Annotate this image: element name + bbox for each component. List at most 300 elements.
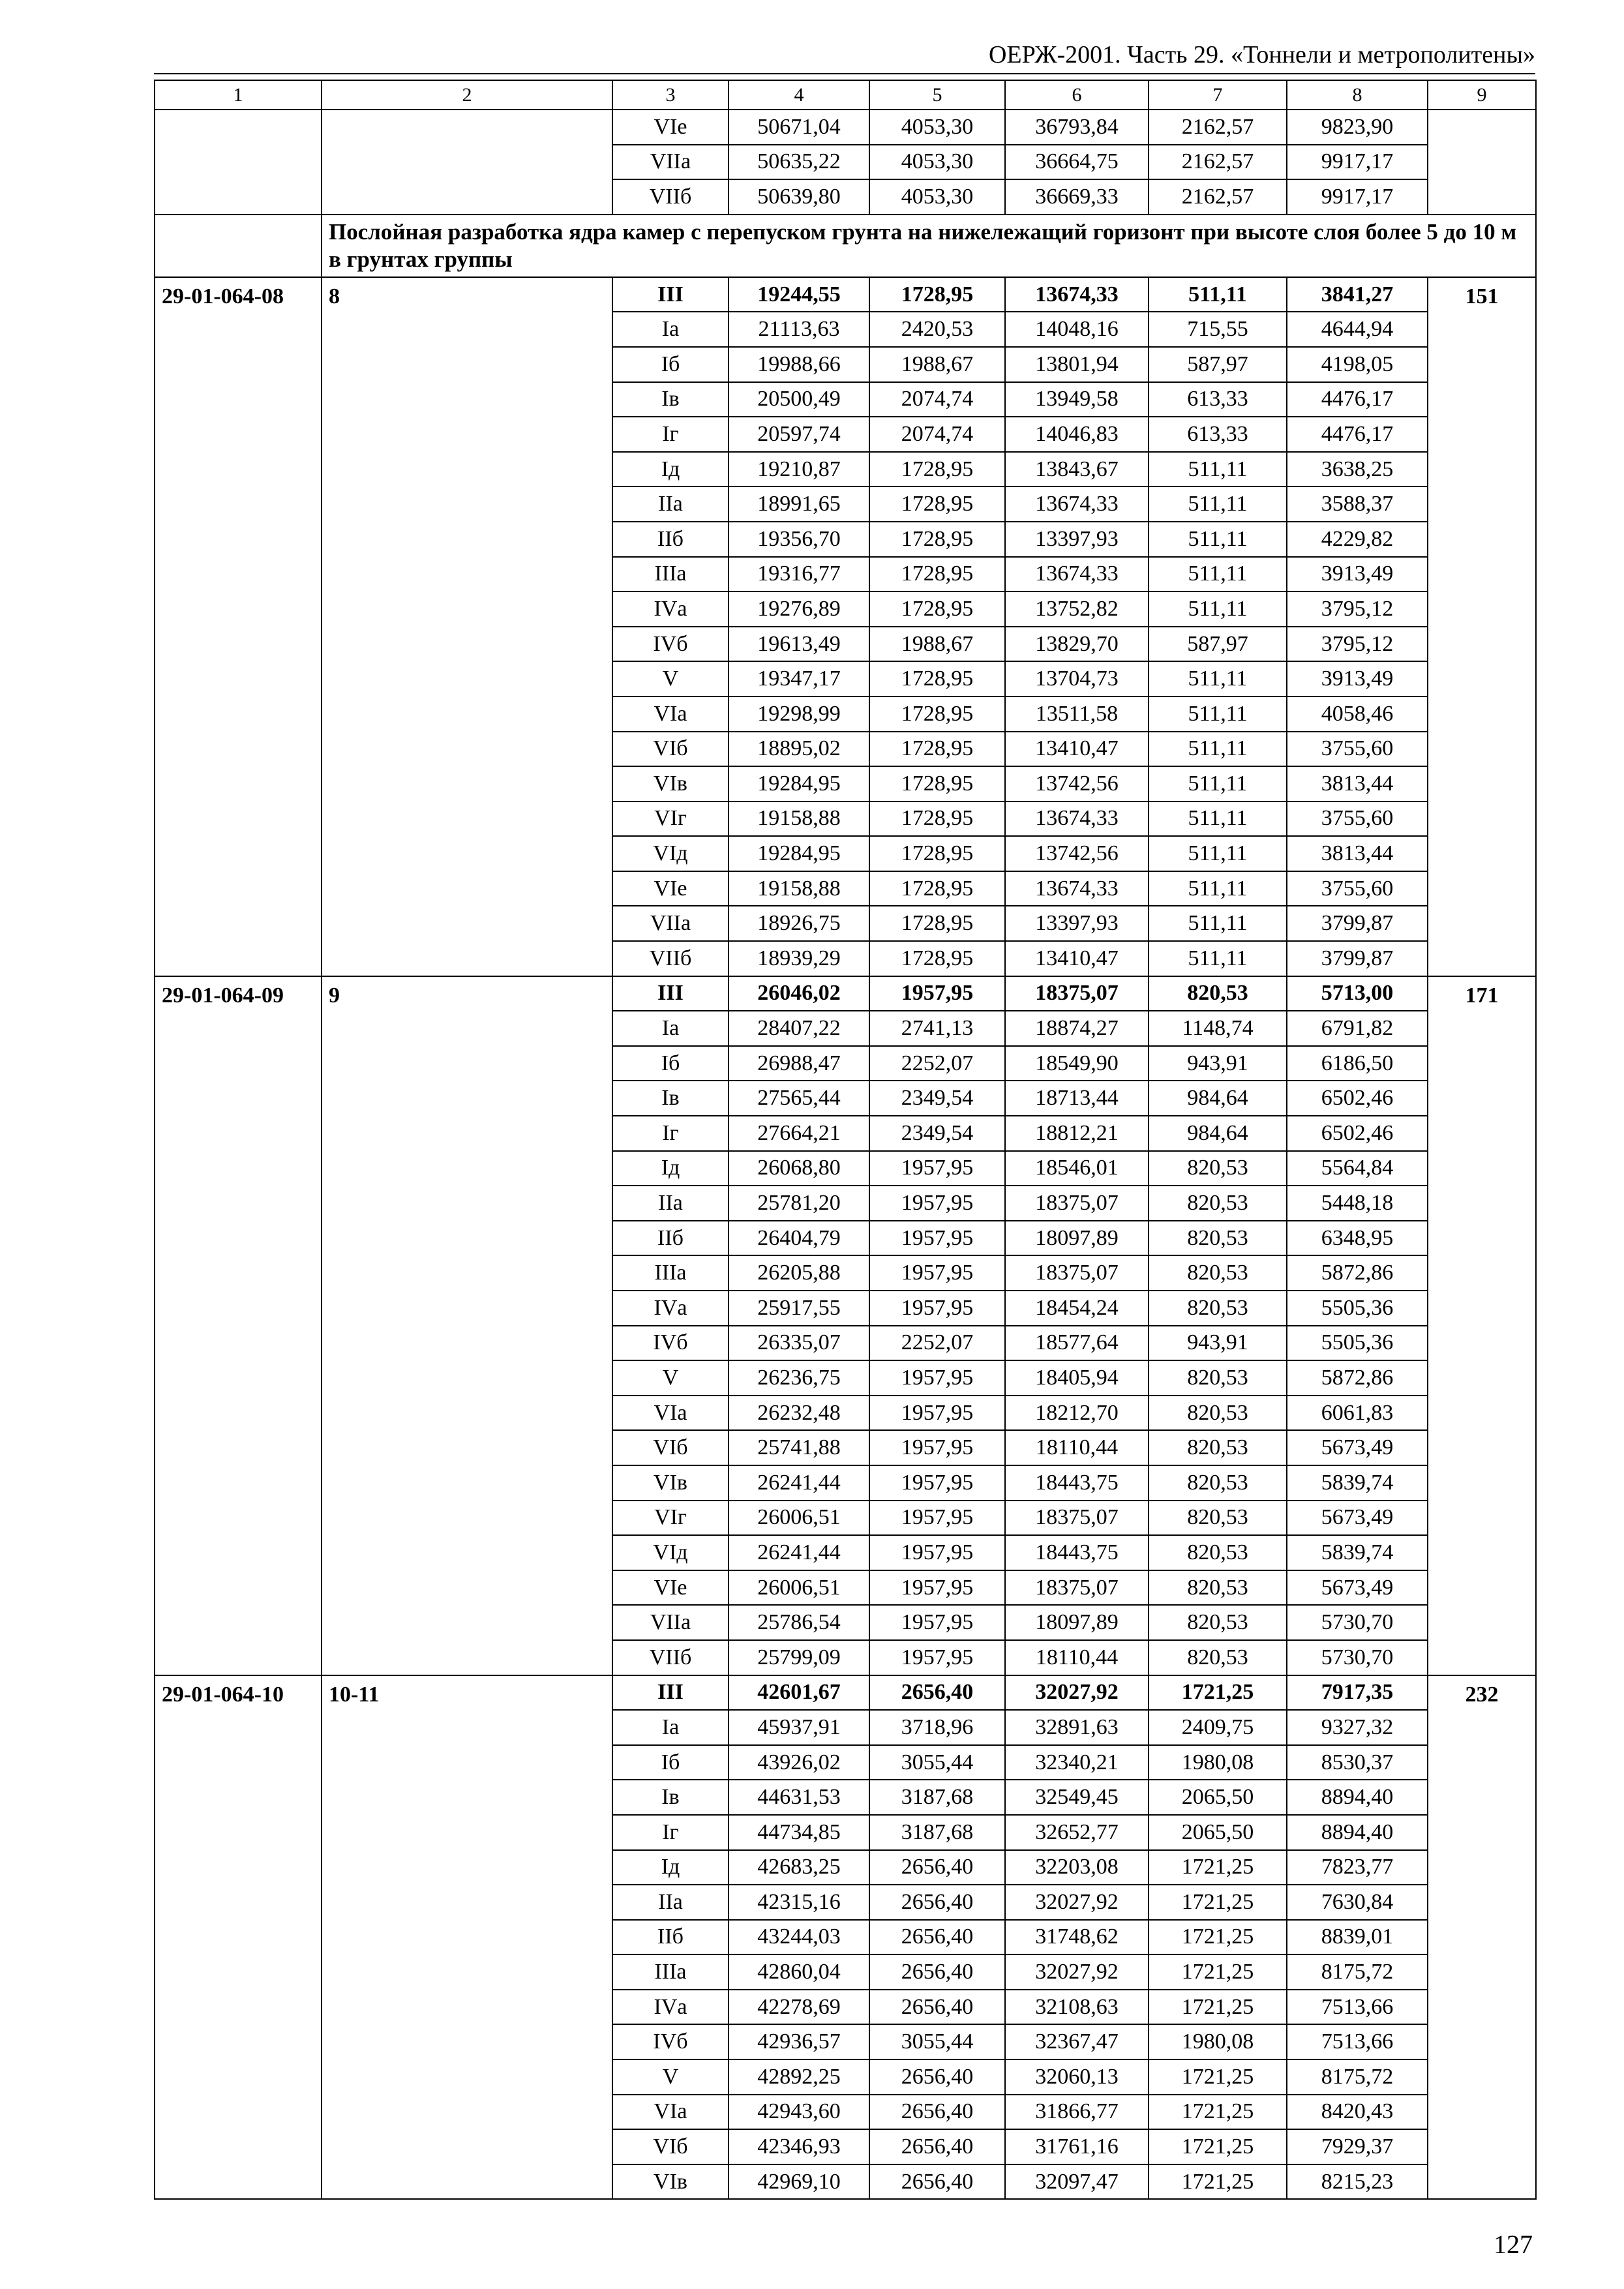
resource-group-cell: III xyxy=(612,1675,729,1711)
value-cell: 1728,95 xyxy=(869,696,1005,732)
value-cell: 4053,30 xyxy=(869,110,1005,145)
value-cell: 18812,21 xyxy=(1005,1116,1149,1151)
value-cell: 3755,60 xyxy=(1287,871,1428,906)
value-cell: 36669,33 xyxy=(1005,179,1149,215)
value-cell: 13829,70 xyxy=(1005,627,1149,662)
value-cell: 42969,10 xyxy=(729,2164,869,2200)
resource-group-cell: VIб xyxy=(612,1430,729,1465)
value-cell: 1721,25 xyxy=(1149,1990,1287,2025)
value-cell: 32060,13 xyxy=(1005,2059,1149,2095)
value-cell: 8420,43 xyxy=(1287,2095,1428,2130)
value-cell: 2656,40 xyxy=(869,1885,1005,1920)
resource-group-cell: III xyxy=(612,976,729,1011)
value-cell: 2349,54 xyxy=(869,1081,1005,1116)
value-cell: 2074,74 xyxy=(869,417,1005,452)
value-cell: 26232,48 xyxy=(729,1396,869,1431)
value-cell: 18991,65 xyxy=(729,486,869,522)
column-number: 3 xyxy=(612,80,729,110)
value-cell: 5448,18 xyxy=(1287,1186,1428,1221)
value-cell: 42936,57 xyxy=(729,2024,869,2059)
resource-group-cell: IIб xyxy=(612,1221,729,1256)
value-cell: 26046,02 xyxy=(729,976,869,1011)
value-cell: 3795,12 xyxy=(1287,627,1428,662)
value-cell: 943,91 xyxy=(1149,1326,1287,1361)
resource-group-cell: Iб xyxy=(612,1745,729,1780)
value-cell: 4058,46 xyxy=(1287,696,1428,732)
column-9-value: 171 xyxy=(1428,976,1536,1675)
table-body xyxy=(155,80,1536,2199)
value-cell: 820,53 xyxy=(1149,1221,1287,1256)
value-cell: 32891,63 xyxy=(1005,1710,1149,1745)
resource-group-cell: Iв xyxy=(612,382,729,417)
value-cell: 820,53 xyxy=(1149,1501,1287,1536)
value-cell: 18549,90 xyxy=(1005,1046,1149,1081)
value-cell: 20597,74 xyxy=(729,417,869,452)
resource-group-cell: Iа xyxy=(612,1011,729,1046)
value-cell: 25786,54 xyxy=(729,1605,869,1640)
value-cell: 5872,86 xyxy=(1287,1255,1428,1291)
empty-unit-cell xyxy=(1428,110,1536,215)
value-cell: 18375,07 xyxy=(1005,976,1149,1011)
value-cell: 9327,32 xyxy=(1287,1710,1428,1745)
resource-group-cell: VIIа xyxy=(612,1605,729,1640)
value-cell: 511,11 xyxy=(1149,836,1287,871)
value-cell: 6186,50 xyxy=(1287,1046,1428,1081)
value-cell: 13752,82 xyxy=(1005,591,1149,627)
value-cell: 1728,95 xyxy=(869,836,1005,871)
value-cell: 1957,95 xyxy=(869,1570,1005,1606)
value-cell: 2162,57 xyxy=(1149,145,1287,180)
value-cell: 19613,49 xyxy=(729,627,869,662)
column-number: 4 xyxy=(729,80,869,110)
value-cell: 511,11 xyxy=(1149,591,1287,627)
value-cell: 19988,66 xyxy=(729,347,869,382)
value-cell: 3795,12 xyxy=(1287,591,1428,627)
value-cell: 50639,80 xyxy=(729,179,869,215)
value-cell: 26241,44 xyxy=(729,1465,869,1501)
resource-group-cell: VIа xyxy=(612,1396,729,1431)
value-cell: 31761,16 xyxy=(1005,2129,1149,2164)
value-cell: 2349,54 xyxy=(869,1116,1005,1151)
value-cell: 50635,22 xyxy=(729,145,869,180)
value-cell: 18939,29 xyxy=(729,941,869,976)
value-cell: 1721,25 xyxy=(1149,1850,1287,1885)
value-cell: 1728,95 xyxy=(869,452,1005,487)
value-cell: 1728,95 xyxy=(869,871,1005,906)
value-cell: 3055,44 xyxy=(869,2024,1005,2059)
resource-group-cell: V xyxy=(612,2059,729,2095)
value-cell: 1957,95 xyxy=(869,1501,1005,1536)
resource-group-cell: VIIа xyxy=(612,145,729,180)
value-cell: 1728,95 xyxy=(869,801,1005,837)
value-cell: 2252,07 xyxy=(869,1326,1005,1361)
resource-group-cell: VIа xyxy=(612,2095,729,2130)
value-cell: 32203,08 xyxy=(1005,1850,1149,1885)
value-cell: 587,97 xyxy=(1149,347,1287,382)
value-cell: 3813,44 xyxy=(1287,766,1428,801)
value-cell: 613,33 xyxy=(1149,382,1287,417)
value-cell: 42315,16 xyxy=(729,1885,869,1920)
value-cell: 511,11 xyxy=(1149,486,1287,522)
value-cell: 511,11 xyxy=(1149,557,1287,592)
value-cell: 45937,91 xyxy=(729,1710,869,1745)
value-cell: 2065,50 xyxy=(1149,1815,1287,1850)
value-cell: 820,53 xyxy=(1149,1570,1287,1606)
value-cell: 1148,74 xyxy=(1149,1011,1287,1046)
value-cell: 42278,69 xyxy=(729,1990,869,2025)
resource-group-cell: VIв xyxy=(612,2164,729,2200)
resource-group-cell: VIг xyxy=(612,801,729,837)
value-cell: 2741,13 xyxy=(869,1011,1005,1046)
value-cell: 13674,33 xyxy=(1005,801,1149,837)
resource-group-cell: IVб xyxy=(612,2024,729,2059)
value-cell: 26006,51 xyxy=(729,1501,869,1536)
value-cell: 18577,64 xyxy=(1005,1326,1149,1361)
value-cell: 511,11 xyxy=(1149,766,1287,801)
value-cell: 26335,07 xyxy=(729,1326,869,1361)
value-cell: 31866,77 xyxy=(1005,2095,1149,2130)
value-cell: 7513,66 xyxy=(1287,2024,1428,2059)
table-row xyxy=(155,277,1536,312)
value-cell: 8894,40 xyxy=(1287,1780,1428,1815)
value-cell: 8894,40 xyxy=(1287,1815,1428,1850)
value-cell: 511,11 xyxy=(1149,452,1287,487)
value-cell: 26068,80 xyxy=(729,1151,869,1186)
value-cell: 26236,75 xyxy=(729,1360,869,1396)
value-cell: 820,53 xyxy=(1149,976,1287,1011)
value-cell: 1957,95 xyxy=(869,1255,1005,1291)
rate-code-cell: 29-01-064-08 xyxy=(155,277,322,976)
resource-group-cell: IIIа xyxy=(612,557,729,592)
value-cell: 984,64 xyxy=(1149,1081,1287,1116)
value-cell: 1957,95 xyxy=(869,1640,1005,1675)
value-cell: 1980,08 xyxy=(1149,2024,1287,2059)
value-cell: 6502,46 xyxy=(1287,1081,1428,1116)
value-cell: 50671,04 xyxy=(729,110,869,145)
value-cell: 14046,83 xyxy=(1005,417,1149,452)
value-cell: 13511,58 xyxy=(1005,696,1149,732)
value-cell: 32097,47 xyxy=(1005,2164,1149,2200)
resource-group-cell: VIIб xyxy=(612,941,729,976)
value-cell: 5505,36 xyxy=(1287,1291,1428,1326)
value-cell: 5872,86 xyxy=(1287,1360,1428,1396)
value-cell: 18375,07 xyxy=(1005,1501,1149,1536)
resource-group-cell: Iд xyxy=(612,452,729,487)
value-cell: 2252,07 xyxy=(869,1046,1005,1081)
value-cell: 42892,25 xyxy=(729,2059,869,2095)
header-rule xyxy=(154,73,1535,74)
estimate-table xyxy=(154,80,1537,2200)
value-cell: 6791,82 xyxy=(1287,1011,1428,1046)
value-cell: 2656,40 xyxy=(869,2164,1005,2200)
value-cell: 511,11 xyxy=(1149,696,1287,732)
value-cell: 20500,49 xyxy=(729,382,869,417)
value-cell: 25799,09 xyxy=(729,1640,869,1675)
resource-group-cell: VIв xyxy=(612,766,729,801)
value-cell: 5839,74 xyxy=(1287,1465,1428,1501)
empty-code-cell xyxy=(155,110,322,215)
section-empty-cell xyxy=(155,215,322,277)
value-cell: 5730,70 xyxy=(1287,1605,1428,1640)
column-9-value: 232 xyxy=(1428,1675,1536,2200)
value-cell: 8530,37 xyxy=(1287,1745,1428,1780)
value-cell: 3813,44 xyxy=(1287,836,1428,871)
resource-group-cell: Iд xyxy=(612,1151,729,1186)
resource-group-cell: IIIа xyxy=(612,1255,729,1291)
value-cell: 1957,95 xyxy=(869,1151,1005,1186)
resource-group-cell: IIа xyxy=(612,486,729,522)
resource-group-cell: VIе xyxy=(612,110,729,145)
value-cell: 13674,33 xyxy=(1005,486,1149,522)
value-cell: 13674,33 xyxy=(1005,871,1149,906)
value-cell: 1980,08 xyxy=(1149,1745,1287,1780)
resource-group-cell: IVа xyxy=(612,591,729,627)
value-cell: 18443,75 xyxy=(1005,1535,1149,1570)
rate-name-cell: 10-11 xyxy=(322,1675,612,2200)
value-cell: 2656,40 xyxy=(869,1675,1005,1711)
resource-group-cell: VIб xyxy=(612,2129,729,2164)
value-cell: 2656,40 xyxy=(869,1850,1005,1885)
resource-group-cell: Iв xyxy=(612,1081,729,1116)
value-cell: 19284,95 xyxy=(729,766,869,801)
table-row xyxy=(155,110,1536,145)
value-cell: 820,53 xyxy=(1149,1255,1287,1291)
value-cell: 1728,95 xyxy=(869,941,1005,976)
rate-code-cell: 29-01-064-10 xyxy=(155,1675,322,2200)
value-cell: 511,11 xyxy=(1149,661,1287,696)
value-cell: 3799,87 xyxy=(1287,906,1428,941)
value-cell: 2656,40 xyxy=(869,2129,1005,2164)
value-cell: 18110,44 xyxy=(1005,1430,1149,1465)
value-cell: 43926,02 xyxy=(729,1745,869,1780)
empty-name-cell xyxy=(322,110,612,215)
value-cell: 42346,93 xyxy=(729,2129,869,2164)
value-cell: 21113,63 xyxy=(729,312,869,347)
value-cell: 5673,49 xyxy=(1287,1430,1428,1465)
value-cell: 3588,37 xyxy=(1287,486,1428,522)
resource-group-cell: VIа xyxy=(612,696,729,732)
value-cell: 820,53 xyxy=(1149,1291,1287,1326)
value-cell: 1957,95 xyxy=(869,1605,1005,1640)
value-cell: 3913,49 xyxy=(1287,661,1428,696)
value-cell: 13674,33 xyxy=(1005,277,1149,312)
value-cell: 9917,17 xyxy=(1287,145,1428,180)
value-cell: 1957,95 xyxy=(869,1360,1005,1396)
value-cell: 13674,33 xyxy=(1005,557,1149,592)
value-cell: 1721,25 xyxy=(1149,1885,1287,1920)
value-cell: 26205,88 xyxy=(729,1255,869,1291)
value-cell: 1957,95 xyxy=(869,976,1005,1011)
value-cell: 511,11 xyxy=(1149,906,1287,941)
value-cell: 1721,25 xyxy=(1149,2059,1287,2095)
value-cell: 3755,60 xyxy=(1287,732,1428,767)
value-cell: 18895,02 xyxy=(729,732,869,767)
value-cell: 6061,83 xyxy=(1287,1396,1428,1431)
value-cell: 19210,87 xyxy=(729,452,869,487)
value-cell: 25917,55 xyxy=(729,1291,869,1326)
value-cell: 2074,74 xyxy=(869,382,1005,417)
value-cell: 2420,53 xyxy=(869,312,1005,347)
value-cell: 27664,21 xyxy=(729,1116,869,1151)
table-row xyxy=(155,976,1536,1011)
value-cell: 4198,05 xyxy=(1287,347,1428,382)
value-cell: 4476,17 xyxy=(1287,417,1428,452)
value-cell: 19244,55 xyxy=(729,277,869,312)
value-cell: 1728,95 xyxy=(869,906,1005,941)
value-cell: 1957,95 xyxy=(869,1396,1005,1431)
value-cell: 9917,17 xyxy=(1287,179,1428,215)
value-cell: 18405,94 xyxy=(1005,1360,1149,1396)
value-cell: 5505,36 xyxy=(1287,1326,1428,1361)
value-cell: 27565,44 xyxy=(729,1081,869,1116)
value-cell: 13949,58 xyxy=(1005,382,1149,417)
rate-name-cell: 8 xyxy=(322,277,612,976)
value-cell: 19356,70 xyxy=(729,522,869,557)
resource-group-cell: Iа xyxy=(612,1710,729,1745)
value-cell: 13397,93 xyxy=(1005,906,1149,941)
value-cell: 4053,30 xyxy=(869,179,1005,215)
value-cell: 715,55 xyxy=(1149,312,1287,347)
value-cell: 3755,60 xyxy=(1287,801,1428,837)
value-cell: 8175,72 xyxy=(1287,1954,1428,1990)
value-cell: 2656,40 xyxy=(869,2059,1005,2095)
resource-group-cell: VIе xyxy=(612,1570,729,1606)
column-number: 5 xyxy=(869,80,1005,110)
value-cell: 511,11 xyxy=(1149,277,1287,312)
value-cell: 13397,93 xyxy=(1005,522,1149,557)
resource-group-cell: Iд xyxy=(612,1850,729,1885)
value-cell: 32027,92 xyxy=(1005,1675,1149,1711)
value-cell: 820,53 xyxy=(1149,1640,1287,1675)
value-cell: 1721,25 xyxy=(1149,1954,1287,1990)
resource-group-cell: IVа xyxy=(612,1990,729,2025)
value-cell: 8215,23 xyxy=(1287,2164,1428,2200)
value-cell: 6348,95 xyxy=(1287,1221,1428,1256)
value-cell: 19316,77 xyxy=(729,557,869,592)
resource-group-cell: VIв xyxy=(612,1465,729,1501)
resource-group-cell: IIа xyxy=(612,1885,729,1920)
value-cell: 8839,01 xyxy=(1287,1920,1428,1955)
section-row xyxy=(155,215,1536,277)
value-cell: 3841,27 xyxy=(1287,277,1428,312)
value-cell: 5673,49 xyxy=(1287,1501,1428,1536)
value-cell: 511,11 xyxy=(1149,941,1287,976)
value-cell: 13801,94 xyxy=(1005,347,1149,382)
value-cell: 32340,21 xyxy=(1005,1745,1149,1780)
value-cell: 28407,22 xyxy=(729,1011,869,1046)
value-cell: 1721,25 xyxy=(1149,2129,1287,2164)
value-cell: 18443,75 xyxy=(1005,1465,1149,1501)
resource-group-cell: III xyxy=(612,277,729,312)
value-cell: 18097,89 xyxy=(1005,1605,1149,1640)
value-cell: 32549,45 xyxy=(1005,1780,1149,1815)
value-cell: 18212,70 xyxy=(1005,1396,1149,1431)
value-cell: 36664,75 xyxy=(1005,145,1149,180)
value-cell: 3718,96 xyxy=(869,1710,1005,1745)
resource-group-cell: Iа xyxy=(612,312,729,347)
value-cell: 31748,62 xyxy=(1005,1920,1149,1955)
resource-group-cell: IIа xyxy=(612,1186,729,1221)
value-cell: 820,53 xyxy=(1149,1465,1287,1501)
value-cell: 25741,88 xyxy=(729,1430,869,1465)
column-number: 8 xyxy=(1287,80,1428,110)
value-cell: 2656,40 xyxy=(869,1990,1005,2025)
value-cell: 5564,84 xyxy=(1287,1151,1428,1186)
value-cell: 1957,95 xyxy=(869,1291,1005,1326)
resource-group-cell: Iб xyxy=(612,1046,729,1081)
value-cell: 18454,24 xyxy=(1005,1291,1149,1326)
value-cell: 1988,67 xyxy=(869,627,1005,662)
value-cell: 36793,84 xyxy=(1005,110,1149,145)
value-cell: 820,53 xyxy=(1149,1151,1287,1186)
resource-group-cell: IIб xyxy=(612,1920,729,1955)
resource-group-cell: Iв xyxy=(612,1780,729,1815)
value-cell: 2065,50 xyxy=(1149,1780,1287,1815)
value-cell: 1957,95 xyxy=(869,1465,1005,1501)
running-header: ОЕРЖ-2001. Часть 29. «Тоннели и метрополитены» xyxy=(988,41,1535,68)
value-cell: 511,11 xyxy=(1149,871,1287,906)
value-cell: 13410,47 xyxy=(1005,732,1149,767)
resource-group-cell: IVб xyxy=(612,1326,729,1361)
column-number: 9 xyxy=(1428,80,1536,110)
value-cell: 19298,99 xyxy=(729,696,869,732)
value-cell: 18110,44 xyxy=(1005,1640,1149,1675)
resource-group-cell: VIе xyxy=(612,871,729,906)
value-cell: 18097,89 xyxy=(1005,1221,1149,1256)
value-cell: 3187,68 xyxy=(869,1815,1005,1850)
value-cell: 1721,25 xyxy=(1149,1920,1287,1955)
value-cell: 42943,60 xyxy=(729,2095,869,2130)
value-cell: 1728,95 xyxy=(869,486,1005,522)
value-cell: 1957,95 xyxy=(869,1535,1005,1570)
value-cell: 9823,90 xyxy=(1287,110,1428,145)
value-cell: 32367,47 xyxy=(1005,2024,1149,2059)
value-cell: 26241,44 xyxy=(729,1535,869,1570)
value-cell: 1721,25 xyxy=(1149,1675,1287,1711)
value-cell: 3187,68 xyxy=(869,1780,1005,1815)
value-cell: 44631,53 xyxy=(729,1780,869,1815)
value-cell: 7917,35 xyxy=(1287,1675,1428,1711)
resource-group-cell: VIг xyxy=(612,1501,729,1536)
resource-group-cell: V xyxy=(612,1360,729,1396)
value-cell: 3638,25 xyxy=(1287,452,1428,487)
value-cell: 18713,44 xyxy=(1005,1081,1149,1116)
value-cell: 18926,75 xyxy=(729,906,869,941)
value-cell: 1728,95 xyxy=(869,522,1005,557)
value-cell: 820,53 xyxy=(1149,1535,1287,1570)
value-cell: 32027,92 xyxy=(1005,1954,1149,1990)
value-cell: 511,11 xyxy=(1149,732,1287,767)
value-cell: 1957,95 xyxy=(869,1430,1005,1465)
resource-group-cell: VIд xyxy=(612,836,729,871)
value-cell: 42601,67 xyxy=(729,1675,869,1711)
value-cell: 19284,95 xyxy=(729,836,869,871)
value-cell: 1728,95 xyxy=(869,591,1005,627)
value-cell: 4476,17 xyxy=(1287,382,1428,417)
value-cell: 5839,74 xyxy=(1287,1535,1428,1570)
value-cell: 1957,95 xyxy=(869,1221,1005,1256)
value-cell: 1728,95 xyxy=(869,557,1005,592)
value-cell: 1721,25 xyxy=(1149,2164,1287,2200)
value-cell: 1728,95 xyxy=(869,732,1005,767)
value-cell: 820,53 xyxy=(1149,1396,1287,1431)
value-cell: 32652,77 xyxy=(1005,1815,1149,1850)
resource-group-cell: VIд xyxy=(612,1535,729,1570)
value-cell: 18375,07 xyxy=(1005,1570,1149,1606)
value-cell: 984,64 xyxy=(1149,1116,1287,1151)
value-cell: 3799,87 xyxy=(1287,941,1428,976)
value-cell: 14048,16 xyxy=(1005,312,1149,347)
